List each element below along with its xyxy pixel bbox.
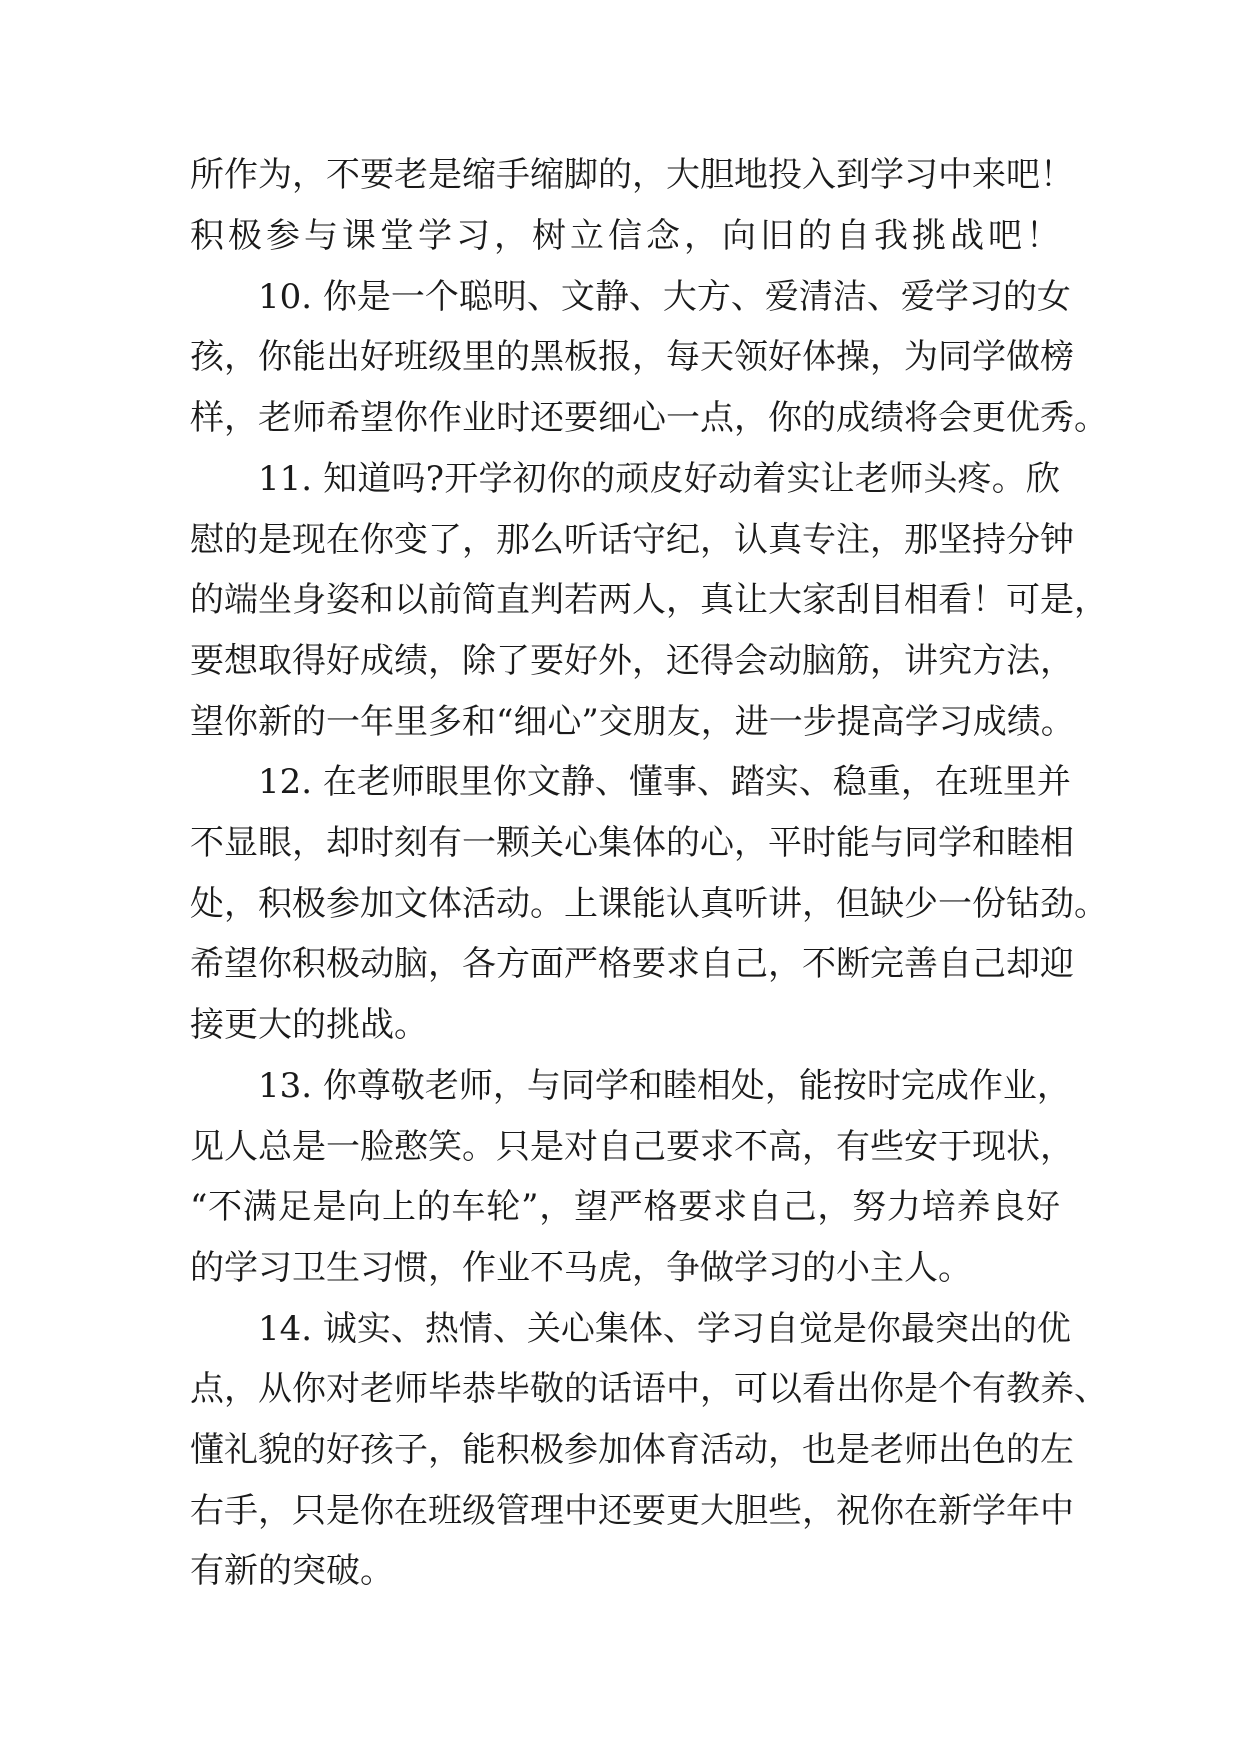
- text-line: 14. 诚实、热情、关心集体、学习自觉是你最突出的优: [258, 1309, 1071, 1349]
- text-line: 13. 你尊敬老师，与同学和睦相处，能按时完成作业，: [258, 1066, 1071, 1106]
- text-line: “不满足是向上的车轮”，望严格要求自己，努力培养良好: [190, 1187, 1060, 1227]
- text-line: 处，积极参加文体活动。上课能认真听讲，但缺少一份钻劲。: [190, 884, 1108, 924]
- text-line: 12. 在老师眼里你文静、懂事、踏实、稳重，在班里并: [258, 762, 1071, 802]
- text-line: 11. 知道吗?开学初你的顽皮好动着实让老师头疼。欣: [258, 459, 1060, 499]
- text-line: 望你新的一年里多和“细心”交朋友，进一步提高学习成绩。: [190, 702, 1075, 742]
- text-line: 点，从你对老师毕恭毕敬的话语中，可以看出你是个有教养、: [190, 1369, 1108, 1409]
- text-line: 样，老师希望你作业时还要细心一点，你的成绩将会更优秀。: [190, 398, 1108, 438]
- text-line: 积极参与课堂学习，树立信念，向旧的自我挑战吧！: [190, 216, 1060, 256]
- text-line: 右手，只是你在班级管理中还要更大胆些，祝你在新学年中: [190, 1491, 1074, 1531]
- text-line: 的学习卫生习惯，作业不马虎，争做学习的小主人。: [190, 1248, 972, 1288]
- text-line: 不显眼，却时刻有一颗关心集体的心，平时能与同学和睦相: [190, 823, 1074, 863]
- text-line: 10. 你是一个聪明、文静、大方、爱清洁、爱学习的女: [258, 277, 1071, 317]
- text-line: 孩，你能出好班级里的黑板报，每天领好体操，为同学做榜: [190, 337, 1074, 377]
- text-line: 所作为，不要老是缩手缩脚的，大胆地投入到学习中来吧！: [190, 155, 1074, 195]
- text-line: 希望你积极动脑，各方面严格要求自己，不断完善自己却迎: [190, 944, 1074, 984]
- text-line: 懂礼貌的好孩子，能积极参加体育活动，也是老师出色的左: [190, 1430, 1074, 1470]
- text-line: 见人总是一脸憨笑。只是对自己要求不高，有些安于现状，: [190, 1127, 1074, 1167]
- text-line: 的端坐身姿和以前简直判若两人，真让大家刮目相看！可是，: [190, 580, 1108, 620]
- text-line: 有新的突破。: [190, 1551, 394, 1591]
- text-line: 要想取得好成绩，除了要好外，还得会动脑筋，讲究方法，: [190, 641, 1074, 681]
- text-line: 慰的是现在你变了，那么听话守纪，认真专注，那坚持分钟: [190, 520, 1074, 560]
- text-line: 接更大的挑战。: [190, 1005, 428, 1045]
